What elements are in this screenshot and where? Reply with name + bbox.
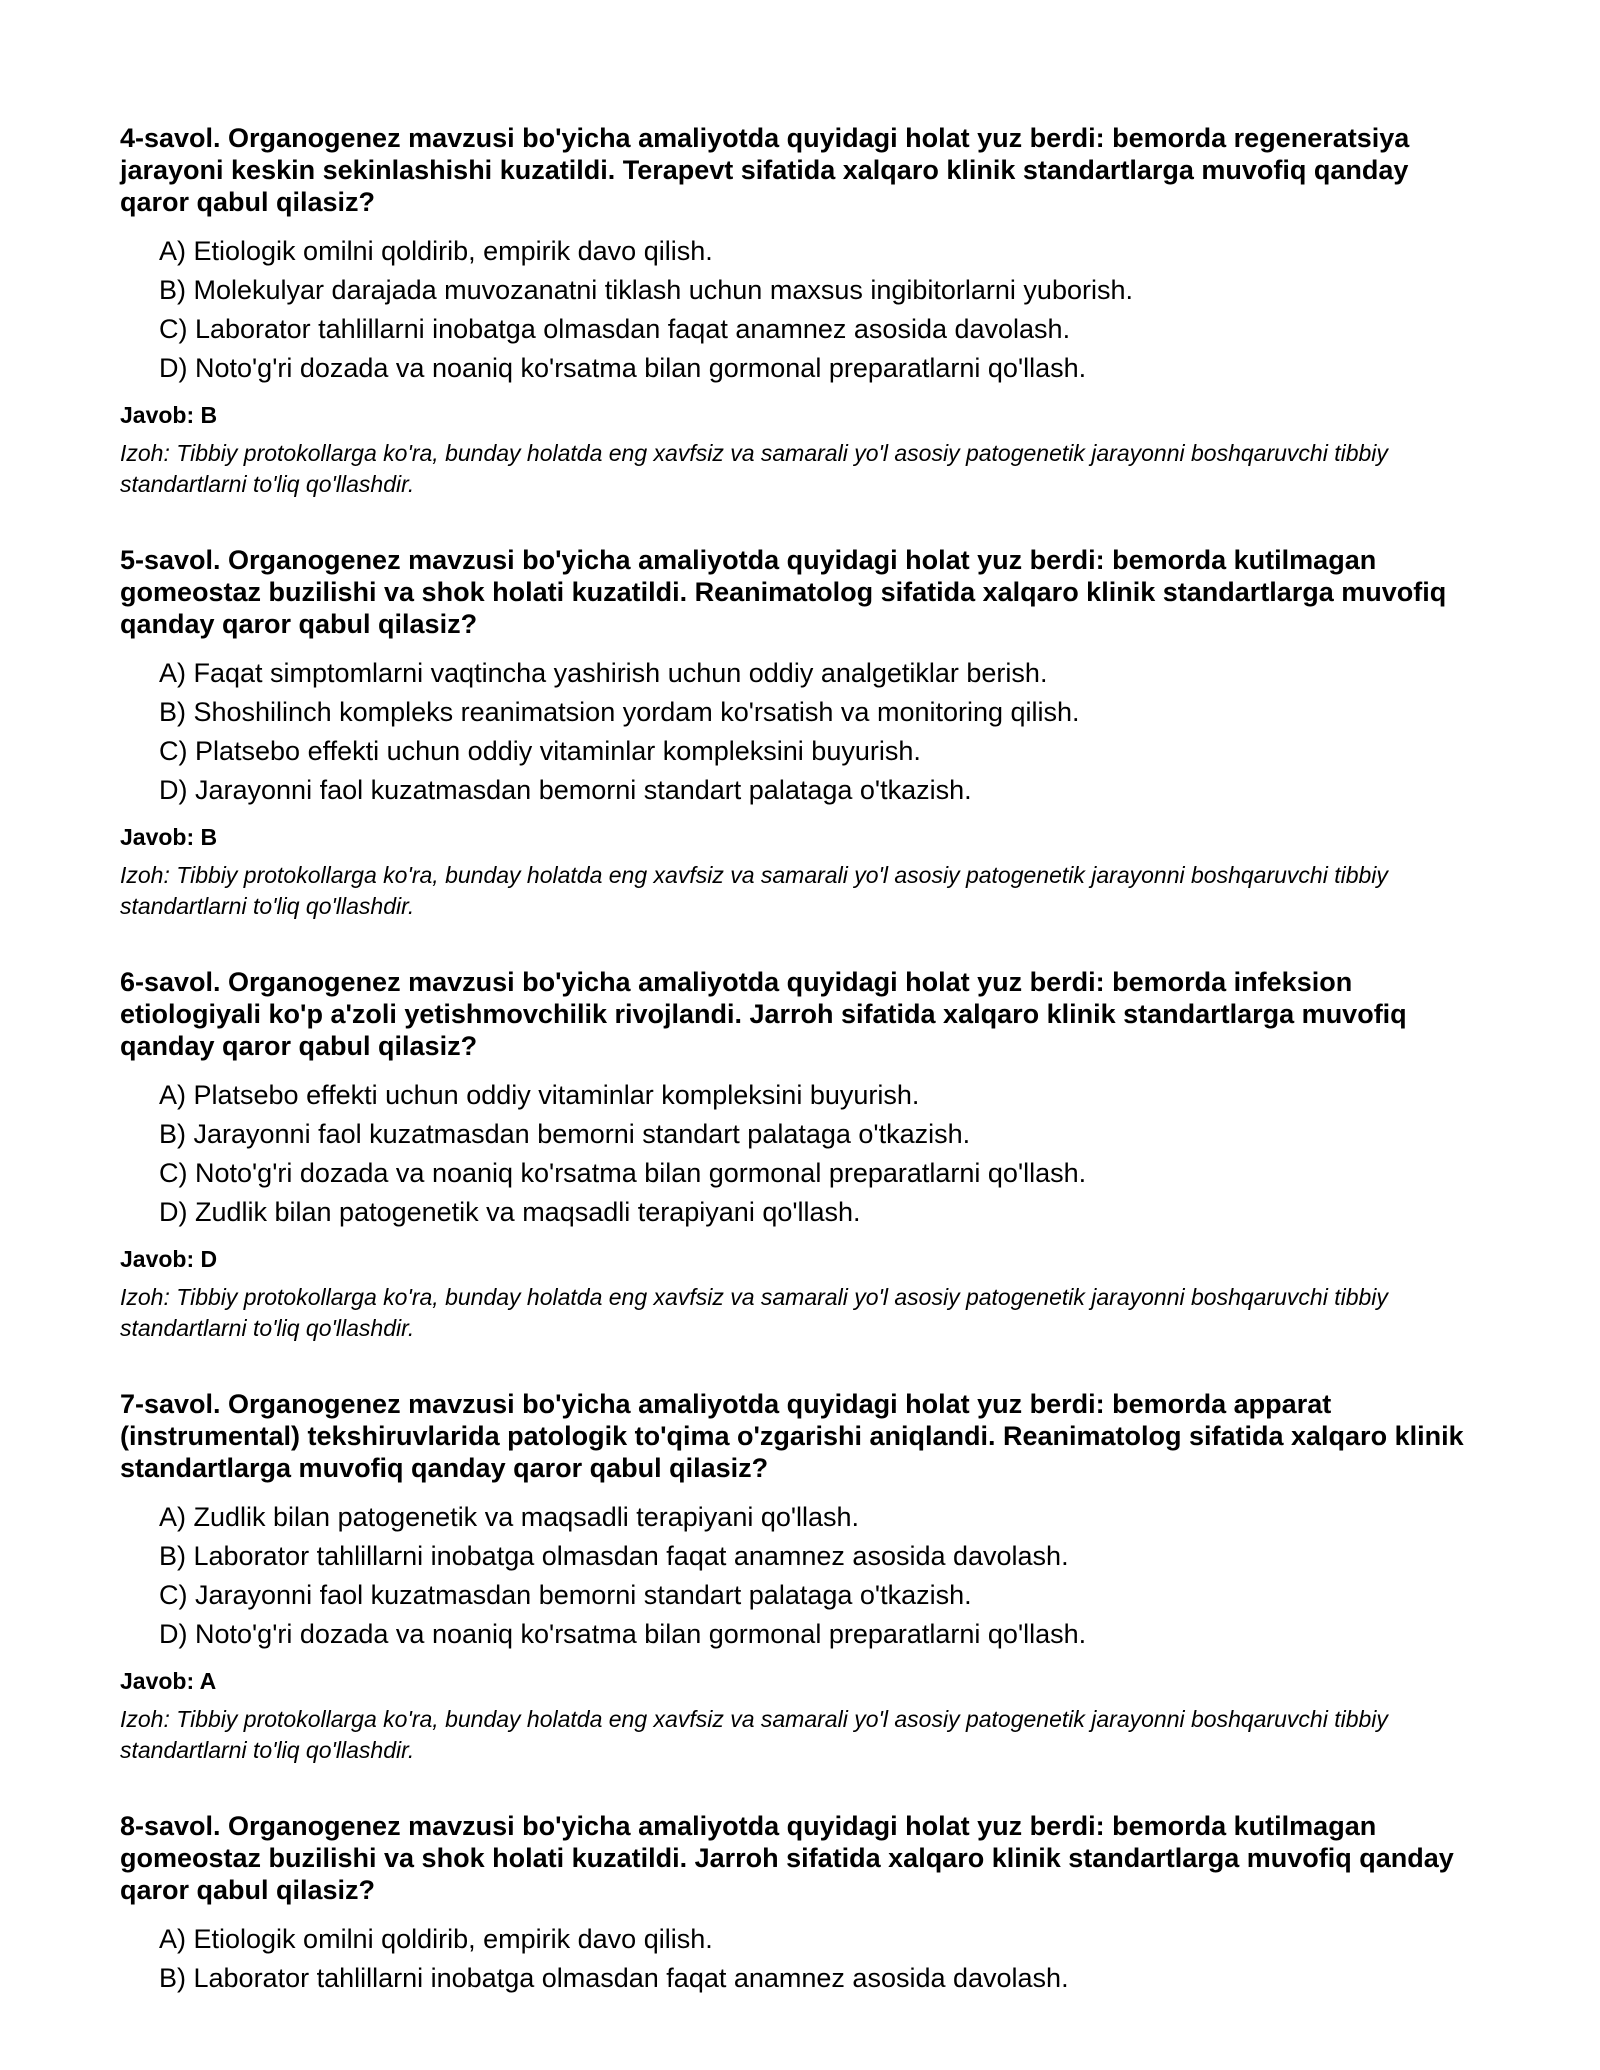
option-b: B) Shoshilinch kompleks reanimatsion yordam ko'rsatish va monitoring qilish.: [159, 697, 1080, 727]
question-block: [120, 1810, 1480, 1998]
option-d: D) Jarayonni faol kuzatmasdan bemorni standart palataga o'tkazish.: [159, 775, 972, 805]
option-a: A) Etiologik omilni qoldirib, empirik davo qilish.: [159, 236, 713, 266]
answer-options: [120, 1076, 1480, 1232]
answer-key: Javob: A: [120, 1668, 217, 1694]
option-c: C) Noto'g'ri dozada va noaniq ko'rsatma bilan gormonal preparatlarni qo'llash.: [159, 1158, 1087, 1188]
question-title: 8-savol. Organogenez mavzusi bo'yicha amaliyotda quyidagi holat yuz berdi: bemorda kutilmagan gomeostaz buzilishi va shok holati kuzatildi. Jarroh sifatida xalqaro klinik standartlarga muvofiq qanday qaror qabul qilasiz?: [120, 1811, 1454, 1905]
explanation-note: Izoh: Tibbiy protokollarga ko'ra, bunday holatda eng xavfsiz va samarali yo'l asosiy patogenetik jarayonni boshqaruvchi tibbiy standartlarni to'liq qo'llashdir.: [120, 1284, 1388, 1341]
option-a: A) Zudlik bilan patogenetik va maqsadli terapiyani qo'llash.: [159, 1502, 860, 1532]
option-a: A) Faqat simptomlarni vaqtincha yashirish uchun oddiy analgetiklar berish.: [159, 658, 1048, 688]
question-title: 6-savol. Organogenez mavzusi bo'yicha amaliyotda quyidagi holat yuz berdi: bemorda infeksion etiologiyali ko'p a'zoli yetishmovchilik rivojlandi. Jarroh sifatida xalqaro klinik standartlarga muvofiq qanday qaror qabul qilasiz?: [120, 967, 1407, 1061]
document-page: [120, 122, 1480, 2042]
question-title: 5-savol. Organogenez mavzusi bo'yicha amaliyotda quyidagi holat yuz berdi: bemorda kutilmagan gomeostaz buzilishi va shok holati kuzatildi. Reanimatolog sifatida xalqaro klinik standartlarga muvofiq qanday qaror qabul qilasiz?: [120, 545, 1447, 639]
answer-options: [120, 1920, 1480, 1998]
option-d: D) Noto'g'ri dozada va noaniq ko'rsatma bilan gormonal preparatlarni qo'llash.: [159, 353, 1087, 383]
question-block: [120, 122, 1480, 500]
option-c: C) Platsebo effekti uchun oddiy vitaminlar kompleksini buyurish.: [159, 736, 921, 766]
option-d: D) Noto'g'ri dozada va noaniq ko'rsatma bilan gormonal preparatlarni qo'llash.: [159, 1619, 1087, 1649]
option-c: C) Jarayonni faol kuzatmasdan bemorni standart palataga o'tkazish.: [159, 1580, 972, 1610]
explanation-note: Izoh: Tibbiy protokollarga ko'ra, bunday holatda eng xavfsiz va samarali yo'l asosiy patogenetik jarayonni boshqaruvchi tibbiy standartlarni to'liq qo'llashdir.: [120, 1706, 1388, 1763]
answer-options: [120, 232, 1480, 388]
option-b: B) Jarayonni faol kuzatmasdan bemorni standart palataga o'tkazish.: [159, 1119, 971, 1149]
explanation-note: Izoh: Tibbiy protokollarga ko'ra, bunday holatda eng xavfsiz va samarali yo'l asosiy patogenetik jarayonni boshqaruvchi tibbiy standartlarni to'liq qo'llashdir.: [120, 440, 1388, 497]
option-d: D) Zudlik bilan patogenetik va maqsadli terapiyani qo'llash.: [159, 1197, 861, 1227]
question-block: [120, 966, 1480, 1344]
option-a: A) Platsebo effekti uchun oddiy vitaminlar kompleksini buyurish.: [159, 1080, 920, 1110]
option-b: B) Molekulyar darajada muvozanatni tiklash uchun maxsus ingibitorlarni yuborish.: [159, 275, 1133, 305]
answer-key: Javob: B: [120, 402, 218, 428]
question-title: 7-savol. Organogenez mavzusi bo'yicha amaliyotda quyidagi holat yuz berdi: bemorda apparat (instrumental) tekshiruvlarida patologik to'qima o'zgarishi aniqlandi. Reanimatolog sifatida xalqaro klinik standartlarga muvofiq qanday qaror qabul qilasiz?: [120, 1389, 1464, 1483]
option-c: C) Laborator tahlillarni inobatga olmasdan faqat anamnez asosida davolash.: [159, 314, 1071, 344]
answer-key: Javob: D: [120, 1246, 218, 1272]
answer-options: [120, 654, 1480, 810]
question-title: 4-savol. Organogenez mavzusi bo'yicha amaliyotda quyidagi holat yuz berdi: bemorda regeneratsiya jarayoni keskin sekinlashishi kuzatildi. Terapevt sifatida xalqaro klinik standartlarga muvofiq qanday qaror qabul qilasiz?: [120, 123, 1410, 217]
option-a: A) Etiologik omilni qoldirib, empirik davo qilish.: [159, 1924, 713, 1954]
answer-key: Javob: B: [120, 824, 218, 850]
answer-options: [120, 1498, 1480, 1654]
explanation-note: Izoh: Tibbiy protokollarga ko'ra, bunday holatda eng xavfsiz va samarali yo'l asosiy patogenetik jarayonni boshqaruvchi tibbiy standartlarni to'liq qo'llashdir.: [120, 862, 1388, 919]
question-block: [120, 1388, 1480, 1766]
option-b: B) Laborator tahlillarni inobatga olmasdan faqat anamnez asosida davolash.: [159, 1541, 1069, 1571]
question-block: [120, 544, 1480, 922]
option-b: B) Laborator tahlillarni inobatga olmasdan faqat anamnez asosida davolash.: [159, 1963, 1069, 1993]
